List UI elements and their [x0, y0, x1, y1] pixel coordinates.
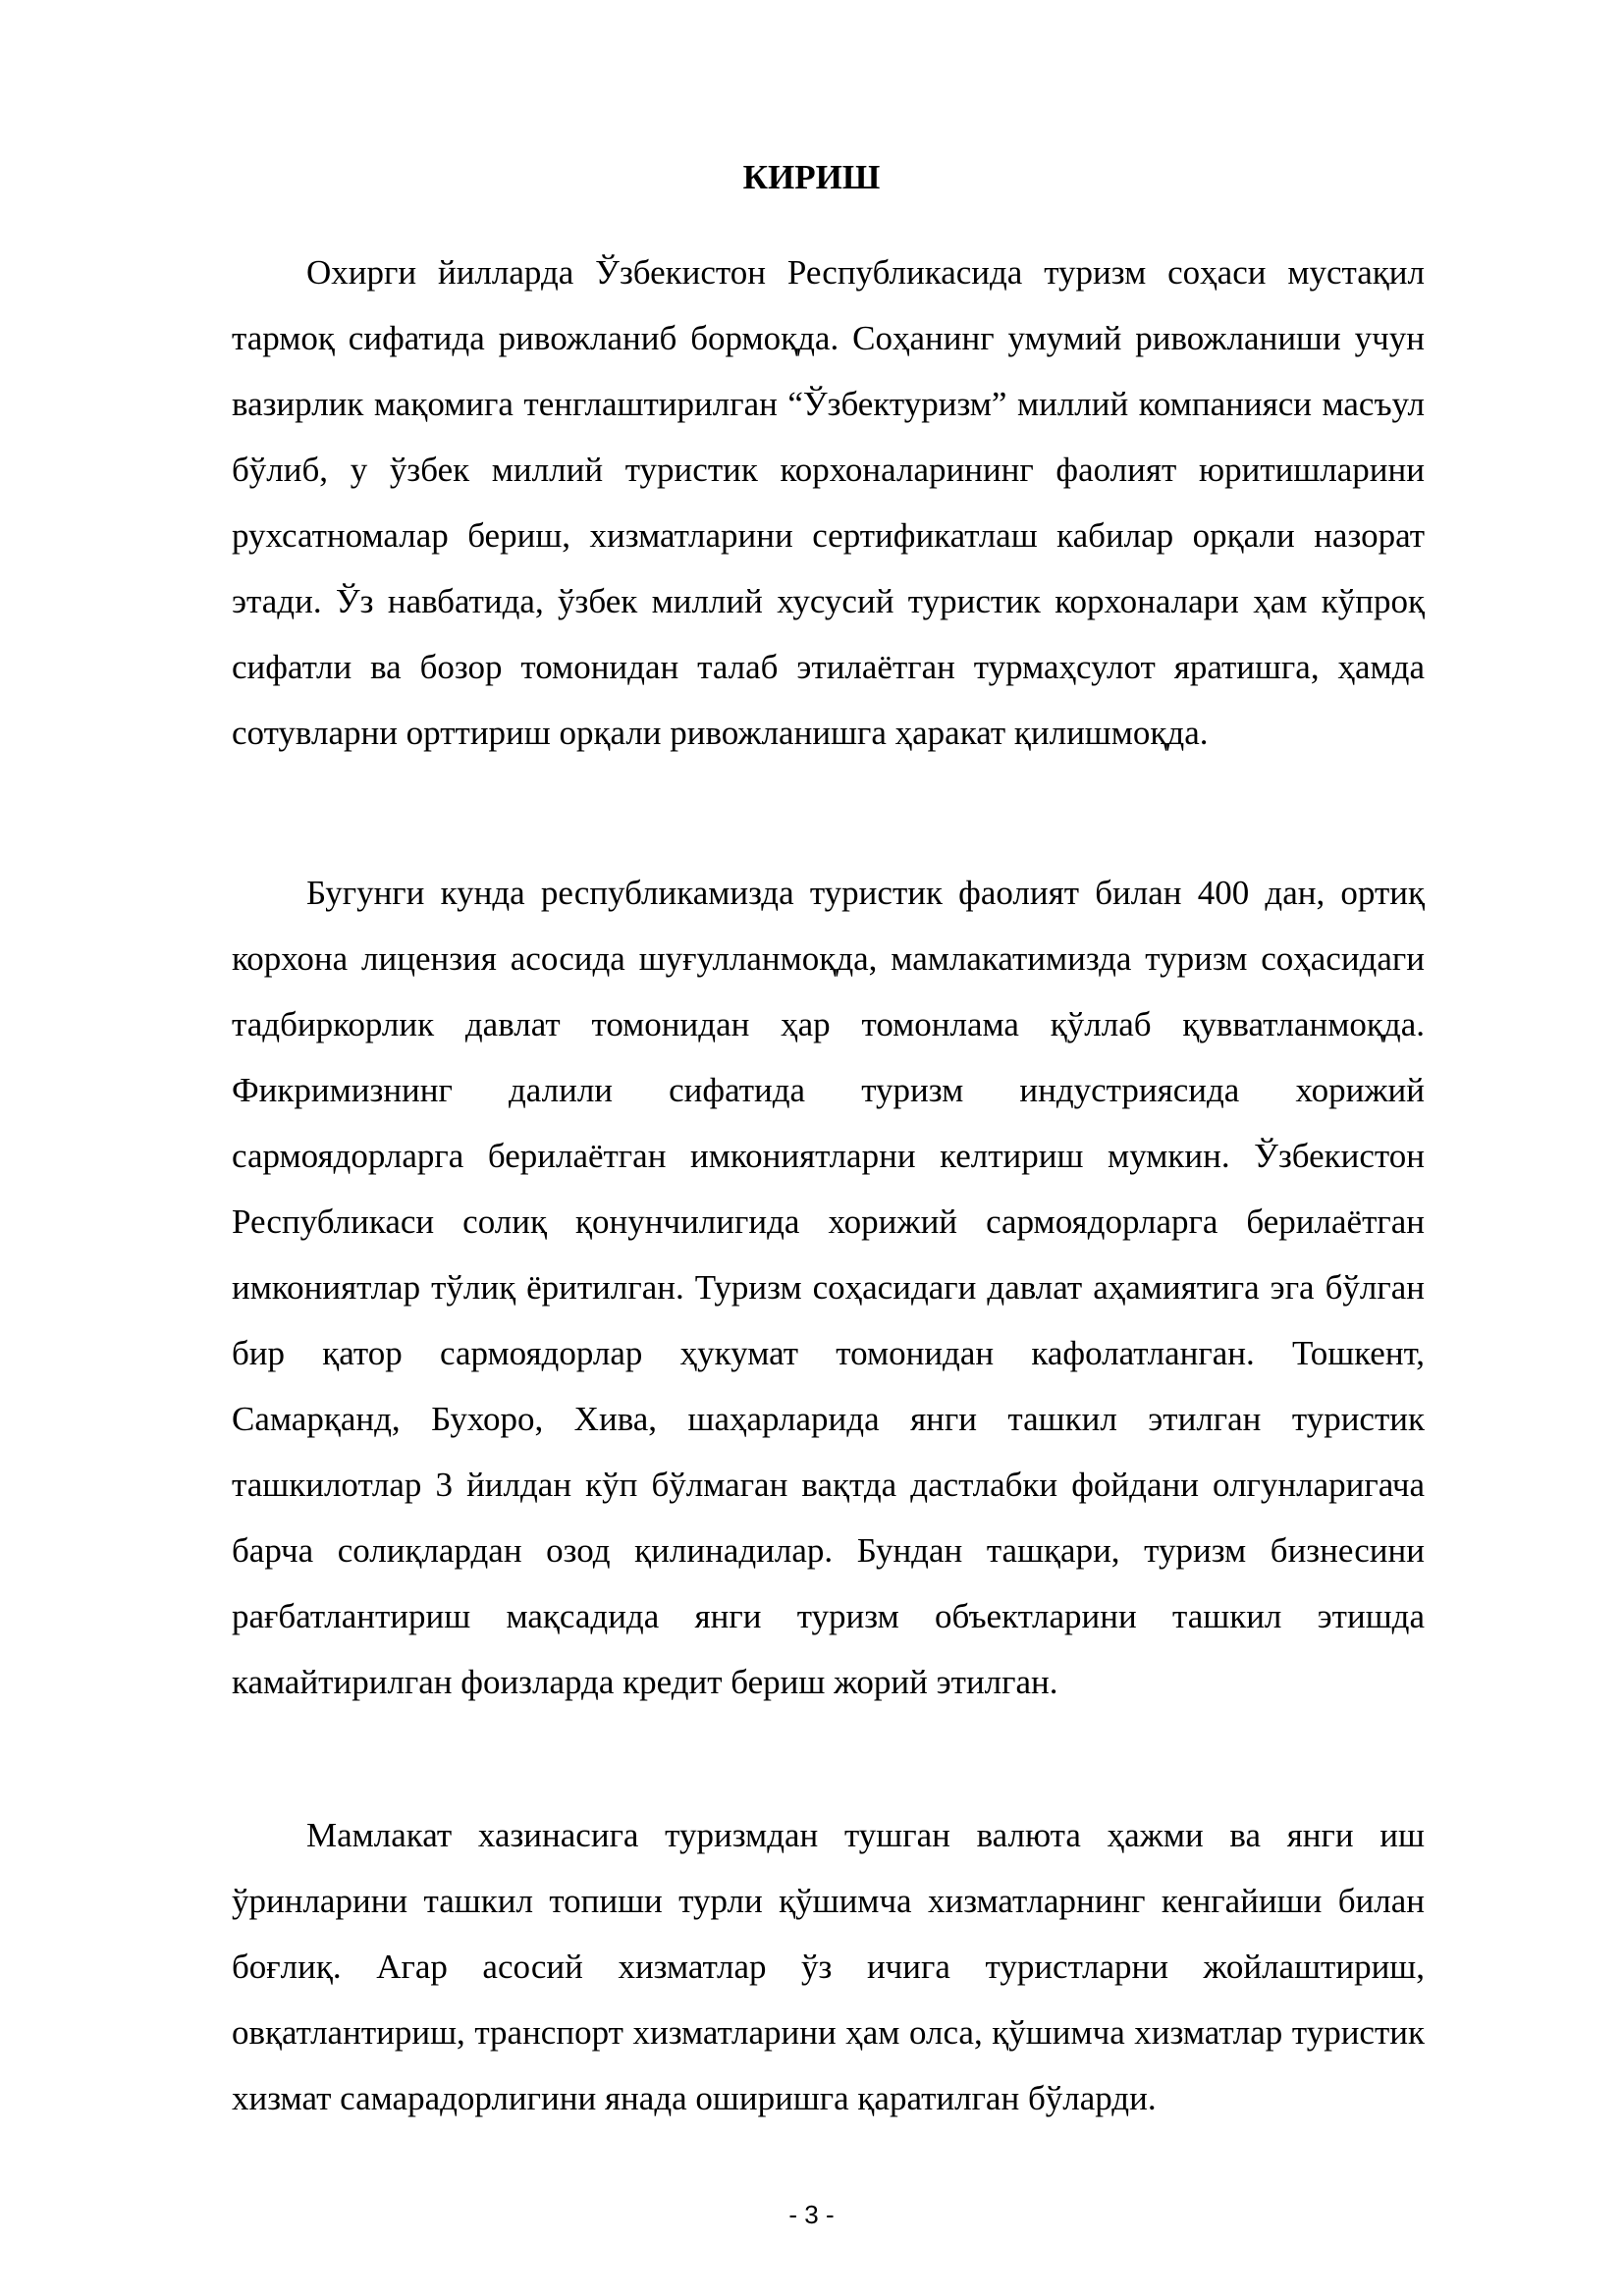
- paragraph-2: Бугунги кунда республикамизда туристик фаолият билан 400 дан, ортиқ корхона лицензия асосида шуғулланмоқда, мамлакатимизда туризм соҳасидаги тадбиркорлик давлат томонидан ҳар томонлама қўллаб қувватланмоқда. Фикримизнинг далили сифатида туризм индустриясида хорижий сармоядорларга берилаётган имкониятларни келтириш мумкин. Ўзбекистон Республикаси солиқ қонунчилигида хорижий сармоядорларга берилаётган имкониятлар тўлиқ ёритилган. Туризм соҳасидаги давлат аҳамиятига эга бўлган бир қатор сармоядорлар ҳукумат томонидан кафолатланган. Тошкент, Самарқанд, Бухоро, Хива, шаҳарларида янги ташкил этилган туристик ташкилотлар 3 йилдан кўп бўлмаган вақтда дастлабки фойдани олгунларигача барча солиқлардан озод қилинадилар. Бундан ташқари, туризм бизнесини рағбатлантириш мақсадида янги туризм объектларини ташкил этишда камайтирилган фоизларда кредит бериш жорий этилган.: [232, 874, 1425, 1701]
- page-number: - 3 -: [788, 2200, 835, 2229]
- section-title: КИРИШ: [742, 158, 881, 196]
- paragraph-1: Охирги йилларда Ўзбекистон Республикасида туризм соҳаси мустақил тармоқ сифатида ривожланиб бормоқда. Соҳанинг умумий ривожланиши учун вазирлик мақомига тенглаштирилган “Ўзбектуризм” миллий компанияси масъул бўлиб, у ўзбек миллий туристик корхоналарининг фаолият юритишларини рухсатномалар бериш, хизматларини сертификатлаш кабилар орқали назорат этади. Ўз навбатида, ўзбек миллий хусусий туристик корхоналари ҳам кўпроқ сифатли ва бозор томонидан талаб этилаётган турмаҳсулот яратишга, ҳамда сотувларни орттириш орқали ривожланишга ҳаракат қилишмоқда.: [232, 253, 1425, 752]
- paragraph-3: Мамлакат хазинасига туризмдан тушган валюта ҳажми ва янги иш ўринларини ташкил топиши турли қўшимча хизматларнинг кенгайиши билан боғлиқ. Агар асосий хизматлар ўз ичига туристларни жойлаштириш, овқатлантириш, транспорт хизматларини ҳам олса, қўшимча хизматлар туристик хизмат самарадорлигини янада оширишга қаратилган бўларди.: [232, 1816, 1425, 2117]
